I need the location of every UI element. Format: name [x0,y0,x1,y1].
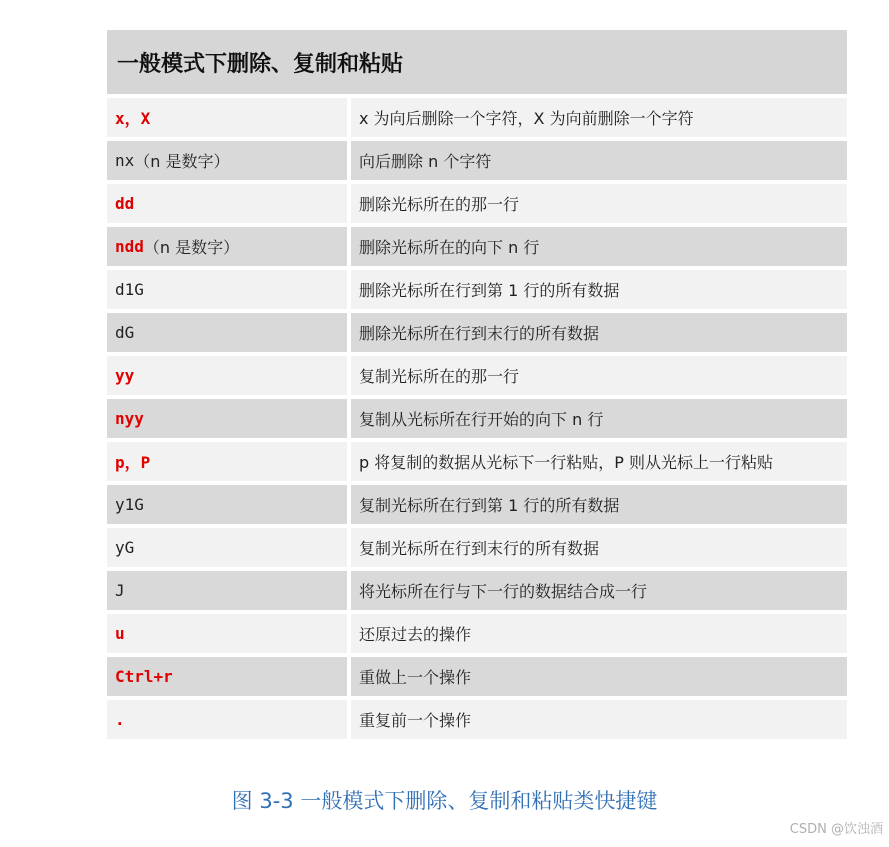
table-row [107,270,847,309]
table-row [107,614,847,653]
command-key: p，P [115,453,151,472]
description-cell: 删除光标所在的向下 n 行 [351,227,847,266]
table-row [107,184,847,223]
command-cell [107,227,347,266]
table-row [107,700,847,739]
description-cell: 重复前一个操作 [351,700,847,739]
description-cell: 将光标所在行与下一行的数据结合成一行 [351,571,847,610]
command-note: （n 是数字） [143,238,240,257]
command-key: . [115,710,125,729]
command-cell [107,313,347,352]
command-cell [107,442,347,481]
table-row [107,98,847,137]
table-title: 一般模式下删除、复制和粘贴 [107,30,847,94]
command-key: nx [115,151,135,170]
command-cell [107,141,347,180]
description-cell: 删除光标所在的那一行 [351,184,847,223]
command-cell [107,485,347,524]
table-row [107,227,847,266]
table-row [107,313,847,352]
command-key: nyy [115,409,144,428]
description-cell: 复制光标所在的那一行 [351,356,847,395]
table-row [107,141,847,180]
command-key: ndd [115,237,144,256]
command-key: y1G [115,495,144,514]
command-key: u [115,624,125,643]
description-cell: 重做上一个操作 [351,657,847,696]
command-key: J [115,581,125,600]
command-cell [107,700,347,739]
table-row [107,356,847,395]
command-key: dG [115,323,135,342]
command-cell [107,356,347,395]
command-key: d1G [115,280,144,299]
command-cell [107,98,347,137]
description-cell: 还原过去的操作 [351,614,847,653]
description-cell: p 将复制的数据从光标下一行粘贴，P 则从光标上一行粘贴 [351,442,847,481]
figure-caption: 图 3-3 一般模式下删除、复制和粘贴类快捷键 [231,789,658,813]
command-cell [107,528,347,567]
table-row [107,571,847,610]
description-cell: 向后删除 n 个字符 [351,141,847,180]
description-cell: 删除光标所在行到第 1 行的所有数据 [351,270,847,309]
table-row [107,442,847,481]
command-cell [107,184,347,223]
table-row [107,485,847,524]
command-cell [107,571,347,610]
command-cell [107,399,347,438]
command-key: dd [115,194,135,213]
command-key: x，X [115,109,151,128]
table-row [107,399,847,438]
command-key: yG [115,538,135,557]
command-key: Ctrl+r [115,667,173,686]
description-cell: 复制光标所在行到末行的所有数据 [351,528,847,567]
command-key: yy [115,366,135,385]
description-cell: 删除光标所在行到末行的所有数据 [351,313,847,352]
command-cell [107,657,347,696]
command-cell [107,614,347,653]
description-cell: 复制从光标所在行开始的向下 n 行 [351,399,847,438]
shortcut-table [107,30,847,743]
watermark: CSDN @饮浊酒 [789,822,883,837]
table-row [107,657,847,696]
command-note: （n 是数字） [134,152,230,171]
command-cell [107,270,347,309]
table-row [107,528,847,567]
description-cell: x 为向后删除一个字符，X 为向前删除一个字符 [351,98,847,137]
description-cell: 复制光标所在行到第 1 行的所有数据 [351,485,847,524]
